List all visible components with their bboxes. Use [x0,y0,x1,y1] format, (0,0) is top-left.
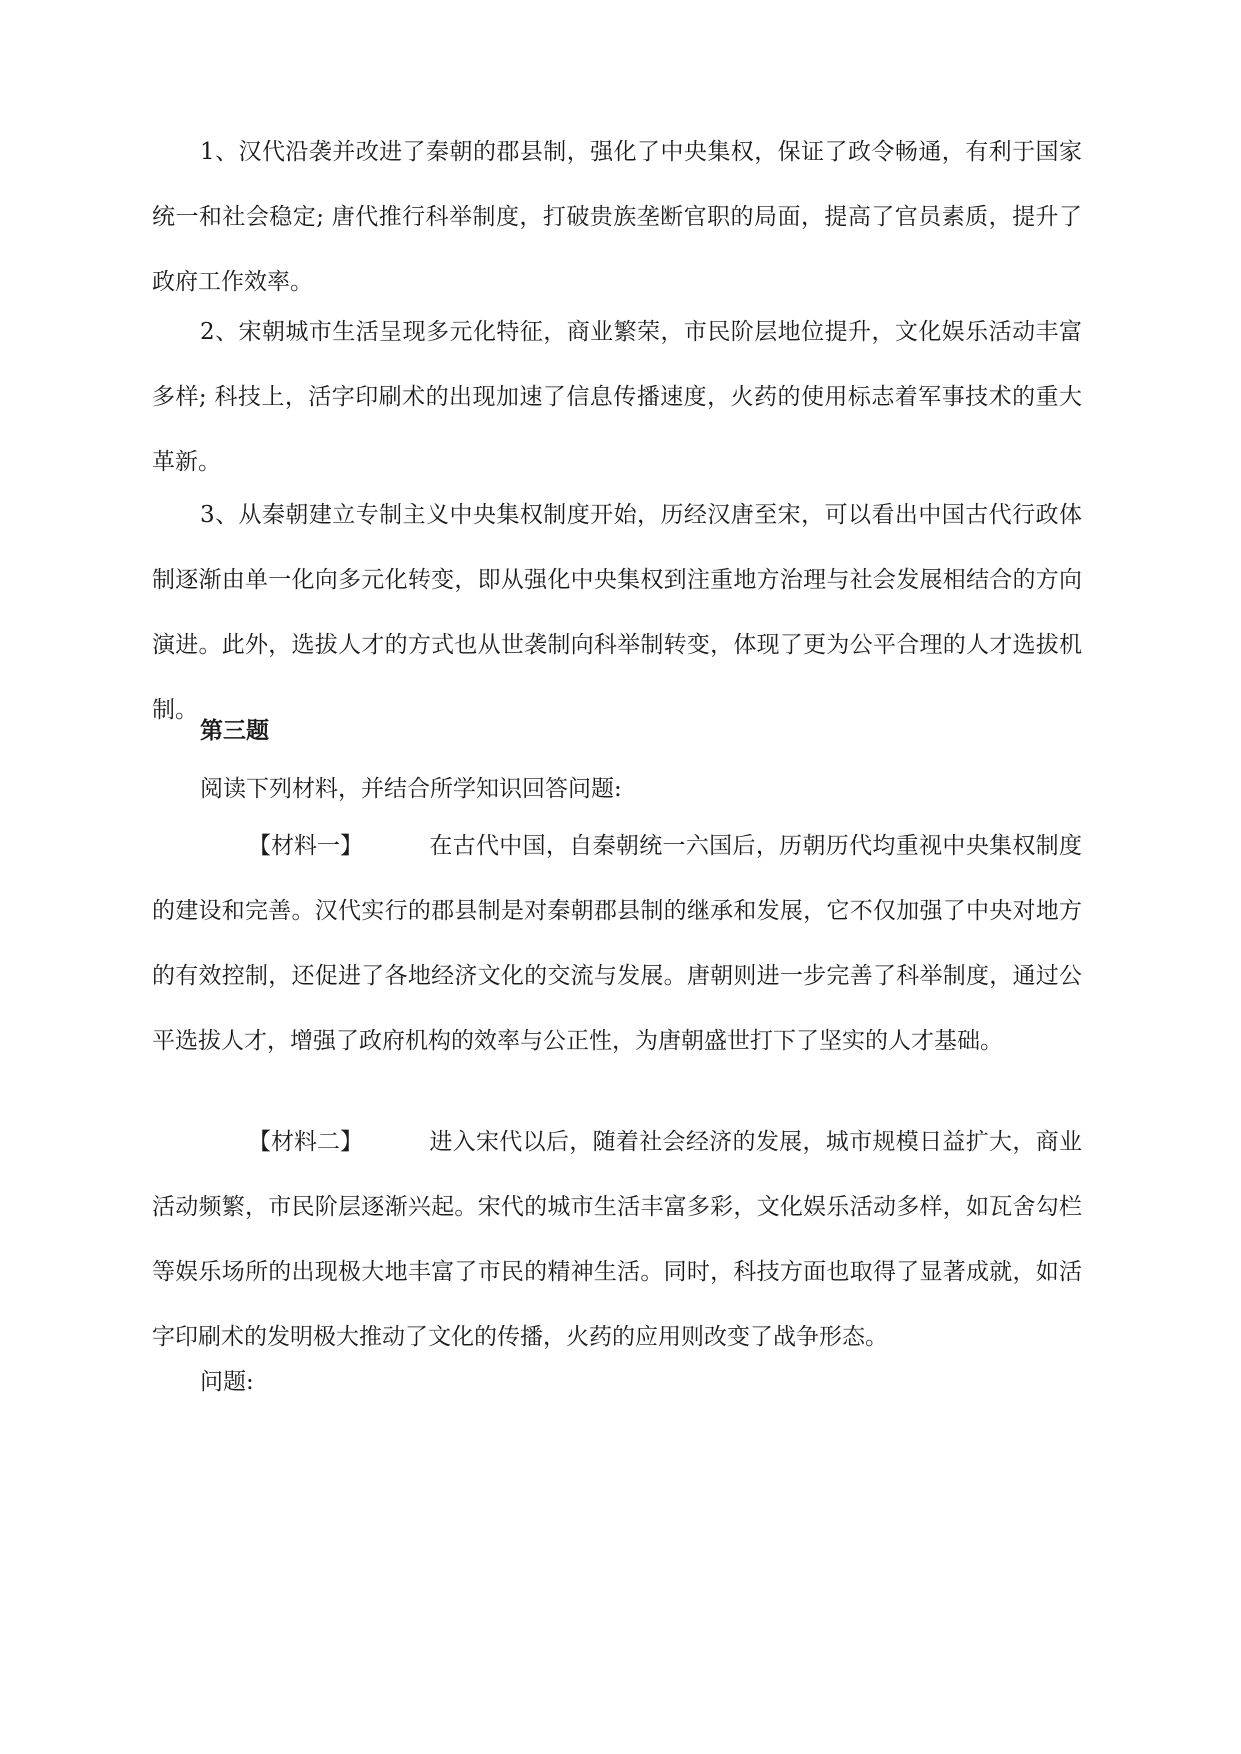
material-2-text: 进入宋代以后，随着社会经济的发展，城市规模日益扩大，商业活动频繁，市民阶层逐渐兴起。宋代的城市生活丰富多彩，文化娱乐活动多样，如瓦舍勾栏等娱乐场所的出现极大地丰富了市民的精神生活。同时，科技方面也取得了显著成就，如活字印刷术的发明极大推动了文化的传播，火药的应用则改变了战争形态。 [152,1129,1082,1350]
answer-3: 3、从秦朝建立专制主义中央集权制度开始，历经汉唐至宋，可以看出中国古代行政体制逐渐由单一化向多元化转变，即从强化中央集权到注重地方治理与社会发展相结合的方向演进。此外，选拔人才的方式也从世袭制向科举制转变，体现了更为公平合理的人才选拔机制。 [152,502,1082,723]
material-1-paragraph [152,814,1082,1074]
material-1-text: 在古代中国，自秦朝统一六国后，历朝历代均重视中央集权制度的建设和完善。汉代实行的郡县制是对秦朝郡县制的继承和发展，它不仅加强了中央对地方的有效控制，还促进了各地经济文化的交流与发展。唐朝则进一步完善了科举制度，通过公平选拔人才，增强了政府机构的效率与公正性，为唐朝盛世打下了坚实的人才基础。 [152,833,1082,1054]
material-2-paragraph [152,1110,1082,1370]
answer-2: 2、宋朝城市生活呈现多元化特征，商业繁荣，市民阶层地位提升，文化娱乐活动丰富多样; 科技上，活字印刷术的出现加速了信息传播速度，火药的使用标志着军事技术的重大革新。 [152,319,1082,475]
material-2-label: 【材料二】 [248,1129,363,1155]
answer-1: 1、汉代沿袭并改进了秦朝的郡县制，强化了中央集权，保证了政令畅通，有利于国家统一和社会稳定; 唐代推行科举制度，打破贵族垄断官职的局面，提高了官员素质，提升了政府工作效率。 [152,139,1082,295]
material-1-label: 【材料一】 [248,833,363,859]
section-heading: 第三题 [200,717,269,744]
questions-label: 问题: [200,1369,254,1395]
instruction-text: 阅读下列材料，并结合所学知识回答问题: [200,776,622,802]
